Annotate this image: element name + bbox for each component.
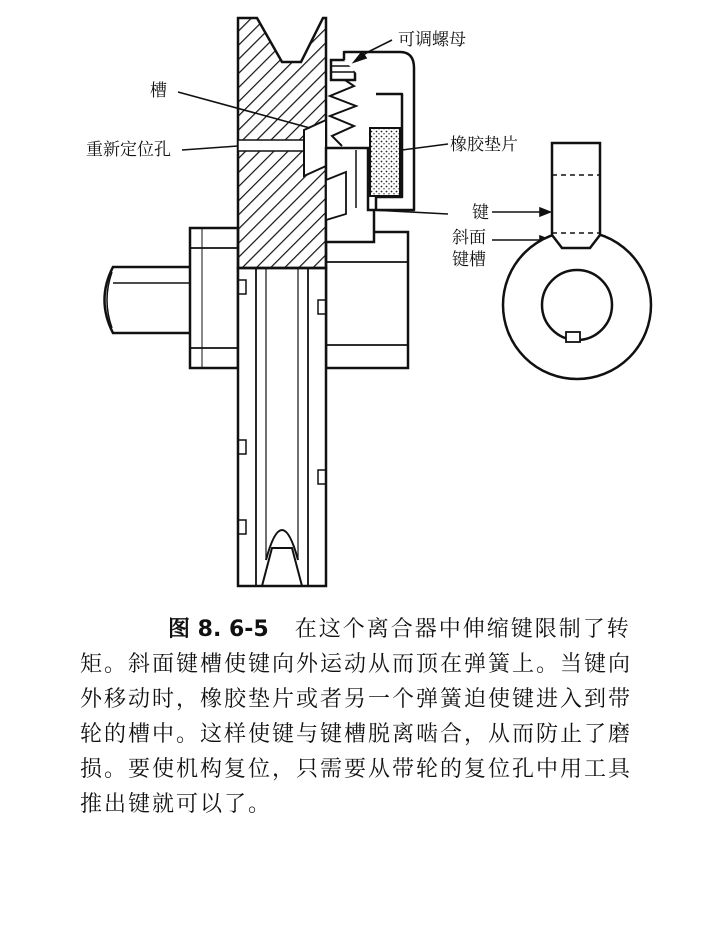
key bbox=[326, 148, 374, 242]
figure-number: 图 8. 6-5 bbox=[168, 617, 269, 642]
spring bbox=[330, 78, 356, 146]
pulley bbox=[238, 268, 326, 586]
pulley-section bbox=[238, 18, 326, 268]
rubber-pad bbox=[370, 128, 400, 196]
shaft bbox=[105, 267, 191, 333]
label-keyway: 键槽 bbox=[452, 250, 486, 270]
label-groove: 槽 bbox=[150, 81, 167, 101]
label-rubber-pad: 橡胶垫片 bbox=[450, 135, 518, 155]
label-reposition-hole: 重新定位孔 bbox=[86, 140, 171, 160]
end-view bbox=[503, 143, 651, 379]
label-key: 键 bbox=[472, 203, 489, 223]
caption-text: 在这个离合器中伸缩键限制了转矩。斜面键槽使键向外运动从而顶在弹簧上。当键向外移动时，橡胶垫片或者另一个弹簧迫使键进入到带轮的槽中。这样使键与键槽脱离啮合，从而防止了磨损。要使机构复位，只需要从带轮的复位孔中用工具推出键就可以了。 bbox=[80, 617, 633, 817]
figure-caption bbox=[80, 612, 640, 822]
label-bevel: 斜面 bbox=[452, 228, 486, 248]
label-adjust-nut: 可调螺母 bbox=[398, 30, 466, 50]
